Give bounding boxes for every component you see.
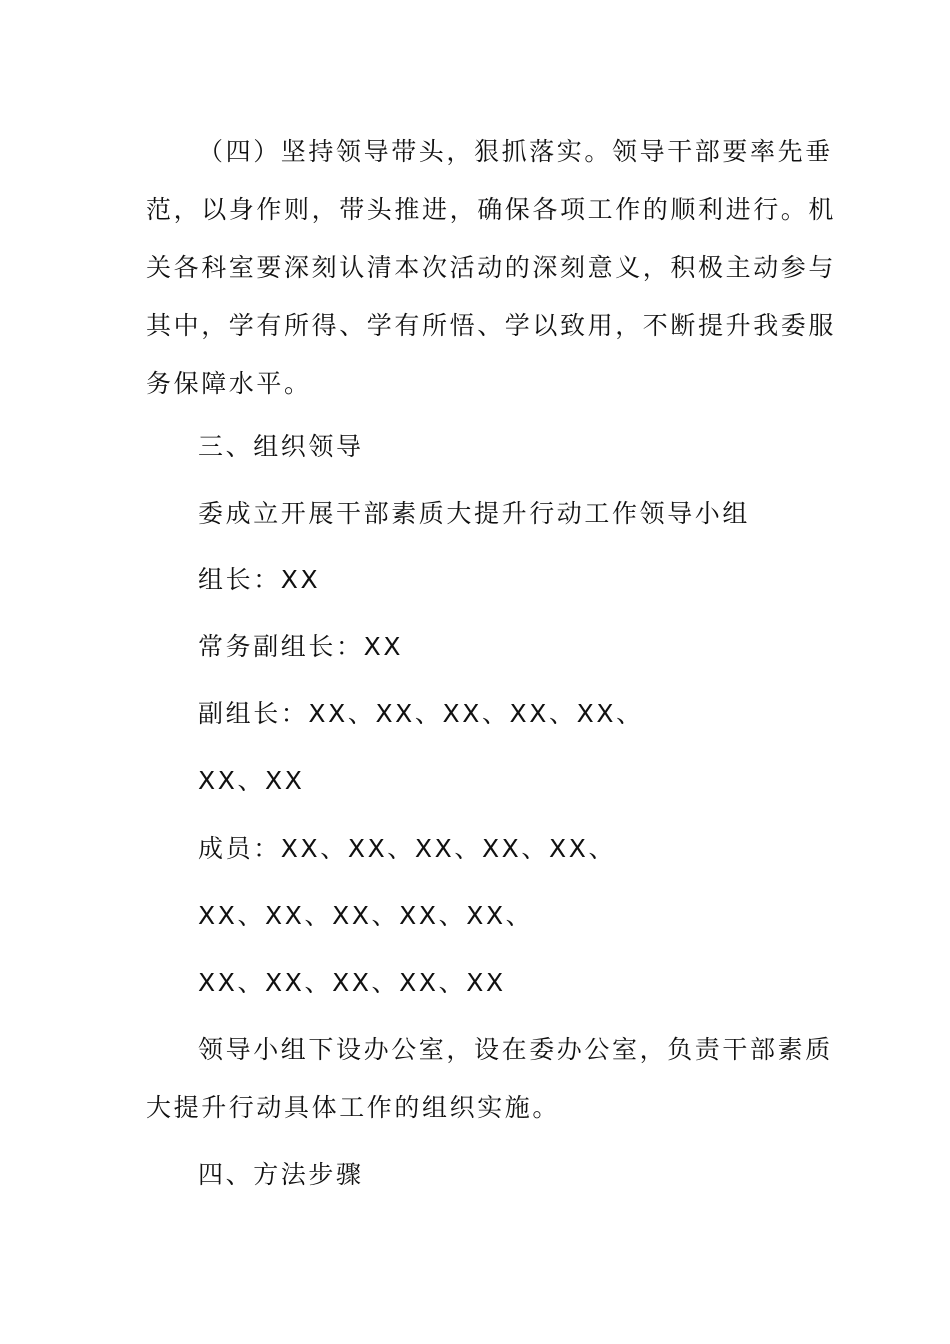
group-leader: 组长：XX: [198, 565, 321, 594]
paragraph-4-line-3: 关各科室要深刻认清本次活动的深刻意义，积极主动参与: [146, 253, 837, 282]
executive-deputy-leader: 常务副组长：XX: [198, 632, 404, 661]
section-heading-3: 三、组织领导: [198, 432, 364, 461]
paragraph-4-line-5: 务保障水平。: [146, 369, 312, 398]
paragraph-4-line-4: 其中，学有所得、学有所悟、学以致用，不断提升我委服: [146, 311, 837, 340]
members-line-1: 成员：XX、XX、XX、XX、XX、: [198, 834, 617, 863]
paragraph-4-line-1: （四）坚持领导带头，狠抓落实。领导干部要率先垂: [198, 137, 833, 166]
paragraph-4-line-2: 范，以身作则，带头推进，确保各项工作的顺利进行。机: [146, 195, 837, 224]
deputy-leaders-line-1: 副组长：XX、XX、XX、XX、XX、: [198, 699, 644, 728]
office-paragraph-line-2: 大提升行动具体工作的组织实施。: [146, 1093, 561, 1122]
office-paragraph-line-1: 领导小组下设办公室，设在委办公室，负责干部素质: [198, 1035, 833, 1064]
section-heading-4: 四、方法步骤: [198, 1160, 364, 1189]
members-line-2: XX、XX、XX、XX、XX、: [198, 901, 534, 930]
deputy-leaders-line-2: XX、XX: [198, 766, 305, 795]
leading-group-title: 委成立开展干部素质大提升行动工作领导小组: [198, 499, 751, 528]
members-line-3: XX、XX、XX、XX、XX: [198, 968, 506, 997]
